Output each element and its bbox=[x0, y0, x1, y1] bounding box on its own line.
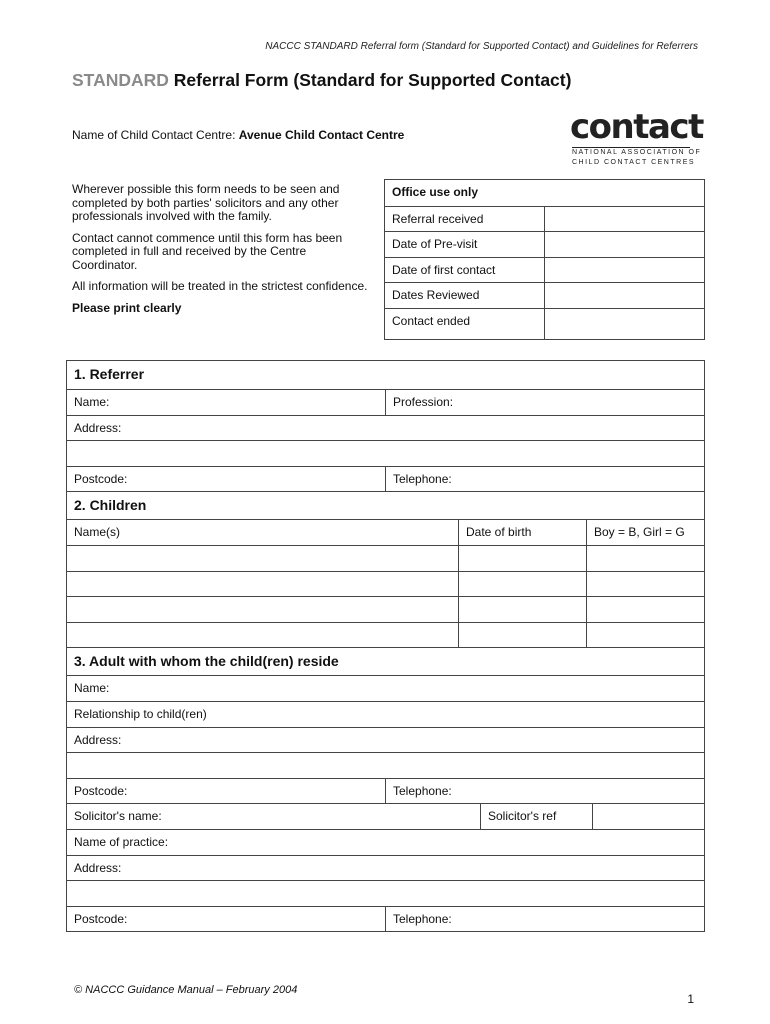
section-title-children: 2. Children bbox=[74, 497, 147, 514]
pre-visit-date-field[interactable] bbox=[545, 232, 704, 257]
form-row bbox=[67, 466, 704, 492]
children-header-row bbox=[67, 519, 704, 545]
running-header: NACCC STANDARD Referral form (Standard for Supported Contact) and Guidelines for Referrers bbox=[265, 41, 698, 52]
child-row bbox=[67, 622, 704, 648]
child-row bbox=[67, 571, 704, 597]
child-name-field[interactable] bbox=[67, 572, 458, 597]
child-gender-field[interactable] bbox=[586, 623, 704, 648]
intro-paragraph: Wherever possible this form needs to be seen and completed by both parties' solicitors and any other professionals involved with the family. bbox=[72, 182, 340, 223]
adult-postcode-field[interactable]: Postcode: bbox=[74, 783, 128, 798]
child-name-field[interactable] bbox=[67, 623, 458, 648]
referrer-address-line-2[interactable] bbox=[67, 441, 704, 466]
child-row bbox=[67, 545, 704, 571]
office-label: Dates Reviewed bbox=[385, 283, 545, 308]
form-row bbox=[67, 675, 704, 701]
child-gender-field[interactable] bbox=[586, 546, 704, 571]
office-row bbox=[385, 308, 704, 339]
print-clearly-note: Please print clearly bbox=[72, 300, 182, 315]
referrer-address-field[interactable]: Address: bbox=[74, 420, 122, 435]
practice-address-line-2[interactable] bbox=[67, 881, 704, 906]
centre-name-line bbox=[72, 128, 404, 142]
referral-form bbox=[66, 360, 705, 932]
column-header-names: Name(s) bbox=[74, 525, 121, 540]
form-row bbox=[67, 727, 704, 753]
child-name-field[interactable] bbox=[67, 597, 458, 622]
section-header-row bbox=[67, 361, 704, 389]
child-name-field[interactable] bbox=[67, 546, 458, 571]
form-row bbox=[67, 701, 704, 727]
office-row bbox=[385, 231, 704, 257]
adult-address-line-2[interactable] bbox=[67, 753, 704, 778]
child-row bbox=[67, 596, 704, 622]
office-label: Referral received bbox=[385, 207, 545, 232]
referral-received-field[interactable] bbox=[545, 207, 704, 232]
child-dob-field[interactable] bbox=[458, 572, 586, 597]
footer-copyright: © NACCC Guidance Manual – February 2004 bbox=[74, 984, 298, 996]
adult-telephone-field[interactable]: Telephone: bbox=[385, 779, 704, 804]
office-label: Date of Pre-visit bbox=[385, 232, 545, 257]
practice-name-field[interactable]: Name of practice: bbox=[74, 834, 169, 849]
logo-line-1: NATIONAL ASSOCIATION OF bbox=[572, 149, 702, 156]
form-row bbox=[67, 829, 704, 855]
column-header-gender: Boy = B, Girl = G bbox=[586, 520, 704, 545]
page-title bbox=[72, 70, 571, 91]
solicitor-name-field[interactable]: Solicitor's name: bbox=[74, 809, 162, 824]
office-label: Contact ended bbox=[385, 309, 545, 339]
intro-paragraph: All information will be treated in the strictest confidence. bbox=[72, 279, 368, 293]
referrer-telephone-field[interactable]: Telephone: bbox=[385, 467, 704, 492]
section-title-referrer: 1. Referrer bbox=[74, 366, 145, 382]
centre-value: Avenue Child Contact Centre bbox=[238, 128, 405, 142]
adult-address-field[interactable]: Address: bbox=[74, 732, 122, 747]
column-header-dob: Date of birth bbox=[458, 520, 586, 545]
office-title: Office use only bbox=[392, 185, 479, 199]
child-dob-field[interactable] bbox=[458, 623, 586, 648]
office-label: Date of first contact bbox=[385, 258, 545, 283]
referrer-profession-field[interactable]: Profession: bbox=[385, 390, 704, 415]
child-gender-field[interactable] bbox=[586, 572, 704, 597]
referrer-name-field[interactable]: Name: bbox=[74, 395, 110, 409]
logo-line-2: CHILD CONTACT CENTRES bbox=[572, 159, 696, 166]
adult-name-field[interactable]: Name: bbox=[74, 681, 110, 696]
child-gender-field[interactable] bbox=[586, 597, 704, 622]
form-row bbox=[67, 389, 704, 415]
dates-reviewed-field[interactable] bbox=[545, 283, 704, 308]
contact-logo bbox=[570, 104, 703, 170]
contact-ended-field[interactable] bbox=[545, 309, 704, 339]
first-contact-date-field[interactable] bbox=[545, 258, 704, 283]
form-row bbox=[67, 906, 704, 932]
practice-address-field[interactable]: Address: bbox=[74, 860, 122, 875]
form-row bbox=[67, 752, 704, 778]
form-row bbox=[67, 803, 704, 829]
office-row bbox=[385, 257, 704, 283]
referrer-postcode-field[interactable]: Postcode: bbox=[74, 471, 128, 486]
section-header-row bbox=[67, 647, 704, 675]
child-dob-field[interactable] bbox=[458, 546, 586, 571]
intro-text bbox=[72, 183, 372, 323]
centre-label: Name of Child Contact Centre: bbox=[72, 128, 236, 142]
office-row bbox=[385, 282, 704, 308]
solicitor-ref-label: Solicitor's ref bbox=[480, 804, 592, 829]
adult-relationship-field[interactable]: Relationship to child(ren) bbox=[74, 706, 207, 721]
practice-postcode-field[interactable]: Postcode: bbox=[74, 911, 128, 926]
child-dob-field[interactable] bbox=[458, 597, 586, 622]
office-row bbox=[385, 206, 704, 232]
title-prefix: STANDARD bbox=[72, 70, 169, 90]
title-rest: Referral Form (Standard for Supported Contact) bbox=[173, 70, 572, 90]
section-header-row bbox=[67, 491, 704, 519]
form-row bbox=[67, 778, 704, 804]
form-row bbox=[67, 440, 704, 466]
section-title-adult: 3. Adult with whom the child(ren) reside bbox=[74, 653, 339, 670]
form-row bbox=[67, 880, 704, 906]
intro-paragraph: Contact cannot commence until this form has been completed in full and received by the Centre Coordinator. bbox=[72, 230, 343, 272]
office-use-table bbox=[384, 179, 705, 340]
page-number: 1 bbox=[687, 992, 694, 1006]
logo-word: contact bbox=[570, 107, 703, 147]
form-row bbox=[67, 415, 704, 441]
form-row bbox=[67, 855, 704, 881]
solicitor-ref-field[interactable] bbox=[592, 804, 704, 829]
practice-telephone-field[interactable]: Telephone: bbox=[385, 907, 704, 932]
logo-divider bbox=[572, 147, 690, 148]
office-header-row bbox=[385, 180, 704, 206]
